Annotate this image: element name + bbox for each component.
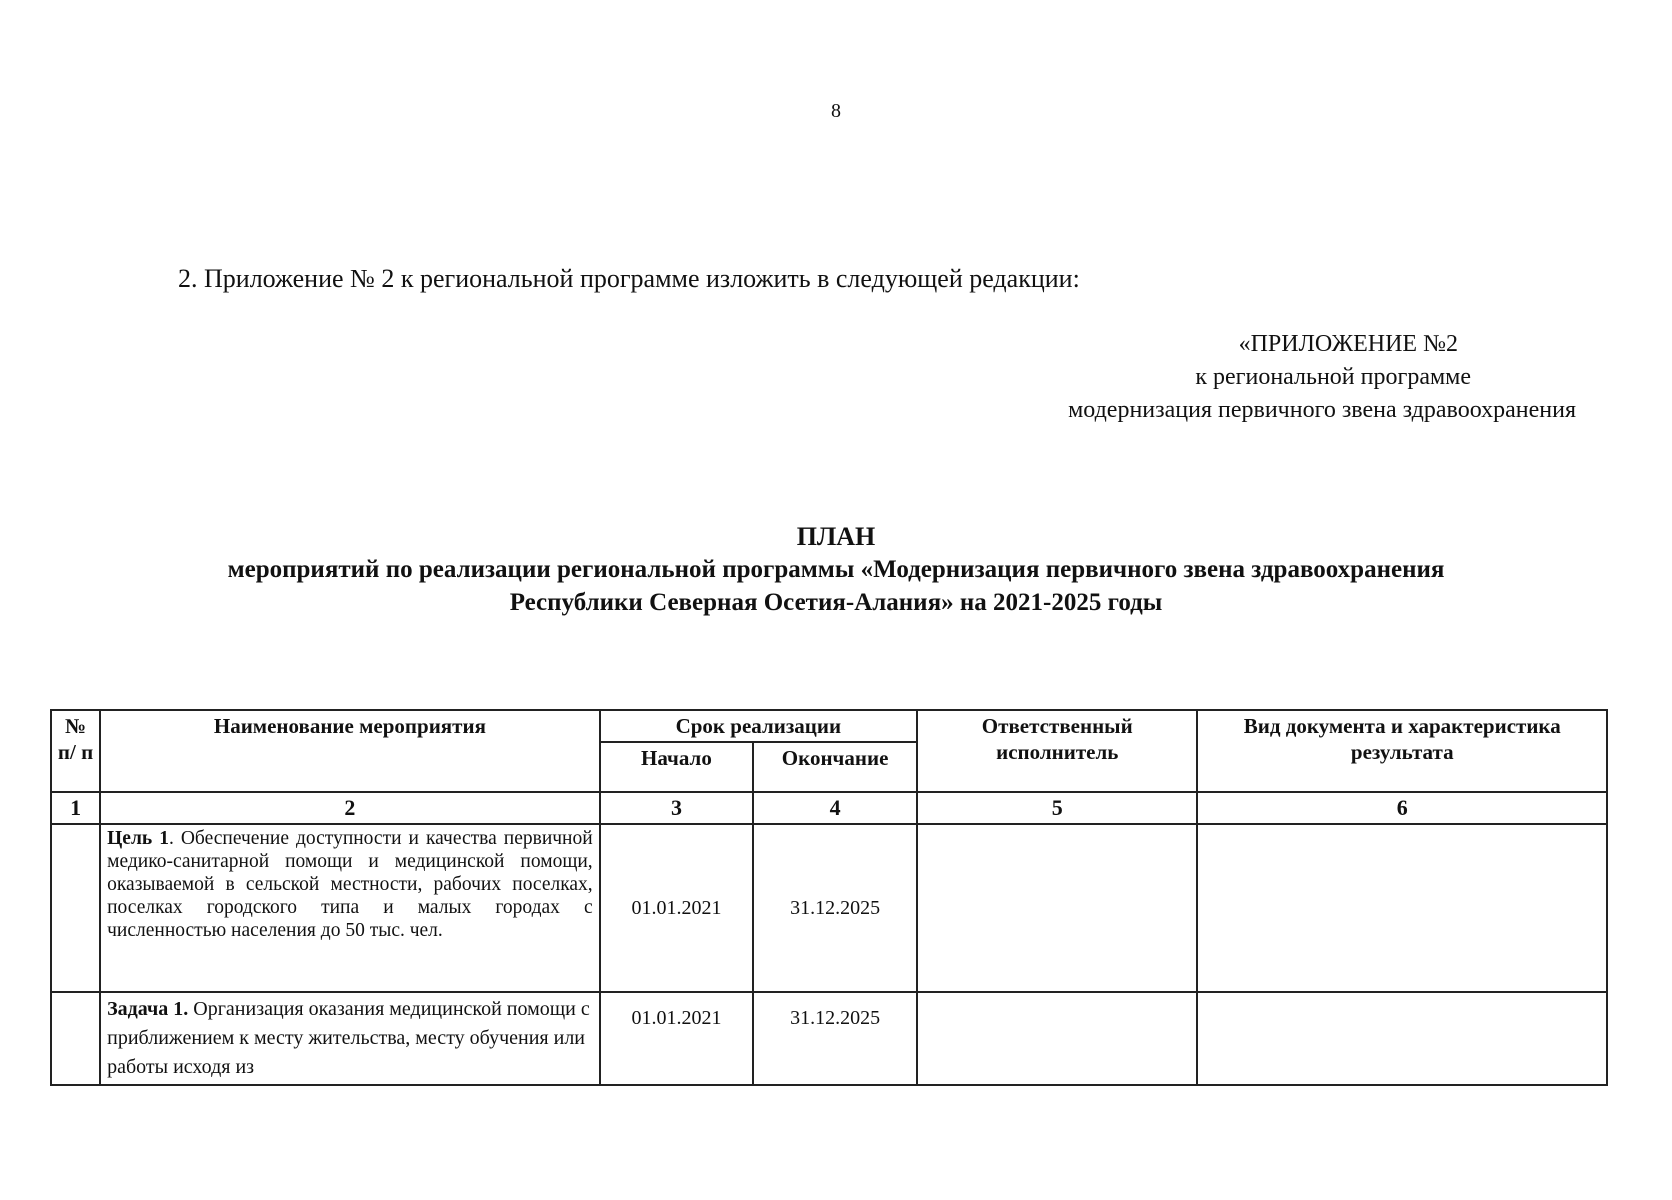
column-number: 6: [1197, 792, 1607, 824]
column-number: 5: [917, 792, 1197, 824]
plan-title: ПЛАН: [796, 522, 876, 551]
header-start: Начало: [600, 742, 754, 792]
document-cell: [1197, 992, 1607, 1085]
responsible-cell: [917, 824, 1197, 992]
appendix-title: «ПРИЛОЖЕНИЕ №2: [1238, 331, 1458, 357]
header-document: Вид документа и характеристика результата: [1197, 710, 1607, 792]
header-period: Срок реализации: [600, 710, 917, 742]
page-number: 8: [831, 100, 841, 122]
column-number: 2: [100, 792, 600, 824]
task-description: [100, 992, 600, 1085]
goal-text: . Обеспечение доступности и качества первичной медико-санитарной помощи и медицинской помощи, оказываемой в сельской местности, рабочих поселках, поселках городского типа и малых городах с численностью населения до 50 тыс. чел.: [107, 828, 593, 941]
column-number-row: [51, 792, 1607, 824]
header-responsible: Ответственный исполнитель: [917, 710, 1197, 792]
plan-table: [50, 709, 1608, 1086]
appendix-heading: [1068, 328, 1576, 427]
header-num: № п/ п: [51, 710, 100, 792]
appendix-subtitle: к региональной программе: [1195, 364, 1471, 390]
responsible-cell: [917, 992, 1197, 1085]
table-row: [51, 992, 1607, 1085]
start-date: 01.01.2021: [600, 824, 754, 992]
table-header-row: [51, 710, 1607, 742]
table-row: [51, 824, 1607, 992]
header-end: Окончание: [753, 742, 917, 792]
plan-subtitle-line-2: Республики Северная Осетия-Алания» на 2021-2025 годы: [509, 589, 1163, 616]
start-date: 01.01.2021: [600, 992, 754, 1085]
end-date: 31.12.2025: [753, 992, 917, 1085]
plan-heading: [0, 520, 1672, 619]
goal-label: Цель 1: [107, 828, 169, 849]
task-label: Задача 1.: [107, 998, 189, 1020]
task-text: Организация оказания медицинской помощи с приближением к месту жительства, месту обучения или работы исходя из: [107, 998, 590, 1078]
row-num: [51, 824, 100, 992]
column-number: 1: [51, 792, 100, 824]
goal-description: [100, 824, 600, 992]
column-number: 4: [753, 792, 917, 824]
appendix-program-name: модернизация первичного звена здравоохранения: [1068, 397, 1576, 423]
end-date: 31.12.2025: [753, 824, 917, 992]
intro-text: 2. Приложение № 2 к региональной программе изложить в следующей редакции:: [178, 264, 1080, 293]
row-num: [51, 992, 100, 1085]
header-name: Наименование мероприятия: [100, 710, 600, 792]
document-cell: [1197, 824, 1607, 992]
column-number: 3: [600, 792, 754, 824]
plan-subtitle-line-1: мероприятий по реализации региональной программы «Модернизация первичного звена здравоохранения: [227, 556, 1445, 583]
